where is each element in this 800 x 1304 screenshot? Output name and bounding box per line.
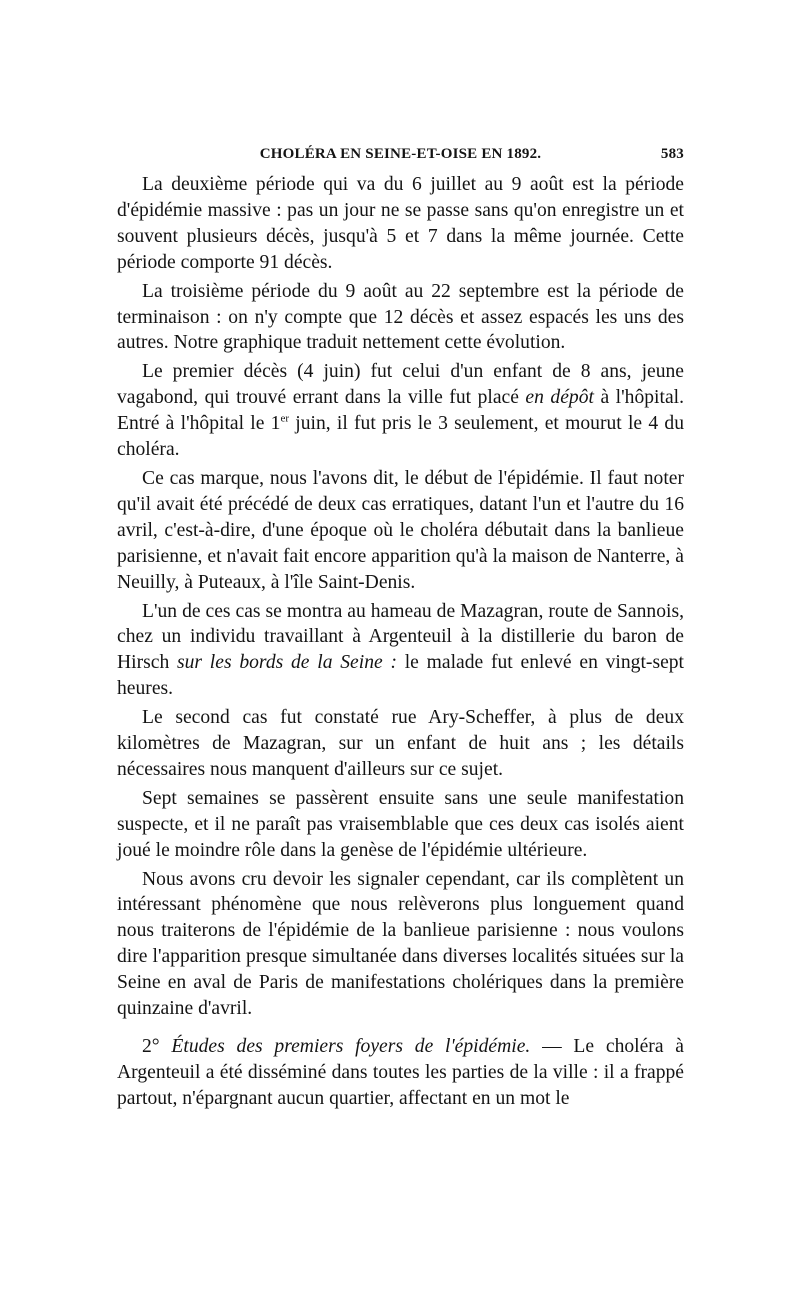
paragraph-mazagran-case bbox=[117, 599, 684, 703]
paragraph-second-case bbox=[117, 705, 684, 783]
section-heading-paragraph bbox=[117, 1034, 684, 1112]
paragraph-text: le malade fut enlevé en vingt-sept heures. bbox=[117, 652, 685, 700]
paragraph-first-death bbox=[117, 359, 684, 463]
page-header bbox=[117, 142, 684, 172]
superscript-ordinal: er bbox=[280, 412, 290, 425]
paragraph-text: juin, il fut pris le 3 seulement, et mourut le 4 du choléra. bbox=[117, 413, 684, 461]
section-title: Études des premiers foyers de l'épidémie. bbox=[171, 1036, 531, 1057]
paragraph-text: Le premier décès (4 juin) fut celui d'un enfant de 8 ans, jeune vagabond, qui trouvé errant dans la ville fut placé bbox=[117, 361, 684, 409]
paragraph-text: Ce cas marque, nous l'avons dit, le début de l'épidémie. Il faut noter qu'il avait été précédé de deux cas erratiques, datant l'un et l'autre du 16 avril, c'est-à-dire, d'une époque où le choléra débutait dans la banlieue parisienne, et n'avait fait encore apparition qu'à la maison de Nanterre, à Neuilly, à Puteaux, à l'île Saint-Denis. bbox=[117, 467, 684, 593]
paragraph-epidemic-start bbox=[117, 466, 684, 596]
paragraph-second-period bbox=[117, 172, 684, 276]
paragraph-text: La troisième période du 9 août au 22 septembre est la période de terminaison : on n'y compte que 12 décès et assez espacés les uns des autres. Notre graphique traduit nettement cette évolution. bbox=[117, 280, 684, 354]
paragraph-text: Nous avons cru devoir les signaler cependant, car ils complètent un intéressant phénomène que nous relèverons plus longuement quand nous traiterons de l'épidémie de la banlieue parisienne : nous voulons dire l'apparition presque simultanée dans diverses localités situées sur la Seine en aval de Paris de manifestations cholériques dans la première quinzaine d'avril. bbox=[117, 868, 684, 1020]
running-title: CHOLÉRA EN SEINE-ET-OISE EN 1892. bbox=[259, 146, 542, 162]
paragraph-text: Le second cas fut constaté rue Ary-Scheffer, à plus de deux kilomètres de Mazagran, sur un enfant de huit ans ; les détails nécessaires nous manquent d'ailleurs sur ce sujet. bbox=[117, 707, 684, 780]
paragraph-text: à l'hôpital. Entré à l'hôpital le 1 bbox=[117, 387, 684, 435]
paragraph-text: — Le choléra à Argenteuil a été disséminé dans toutes les parties de la ville : il a frappé partout, n'épargnant aucun quartier, affectant en un mot le bbox=[117, 1036, 684, 1109]
book-page bbox=[117, 142, 684, 1112]
section-number: 2° bbox=[142, 1036, 160, 1057]
paragraph-signaling bbox=[117, 867, 684, 1022]
italic-phrase: en dépôt bbox=[525, 387, 594, 409]
paragraph-text: Sept semaines se passèrent ensuite sans une seule manifestation suspecte, et il ne paraît pas vraisemblable que ces deux cas isolés aient joué le moindre rôle dans la genèse de l'épidémie ultérieure. bbox=[117, 787, 684, 861]
italic-phrase: sur les bords de la Seine : bbox=[177, 652, 397, 674]
paragraph-third-period bbox=[117, 279, 684, 357]
page-number: 583 bbox=[660, 146, 684, 162]
paragraph-seven-weeks bbox=[117, 786, 684, 864]
paragraph-text: L'un de ces cas se montra au hameau de Mazagran, route de Sannois, chez un individu travaillant à Argenteuil à la distillerie du baron de Hirsch bbox=[117, 600, 684, 674]
paragraph-text: La deuxième période qui va du 6 juillet au 9 août est la période d'épidémie massive : pas un jour ne se passe sans qu'on enregistre un et souvent plusieurs décès, jusqu'à 5 et 7 dans la même journée. Cette période comporte 91 décès. bbox=[117, 174, 684, 273]
